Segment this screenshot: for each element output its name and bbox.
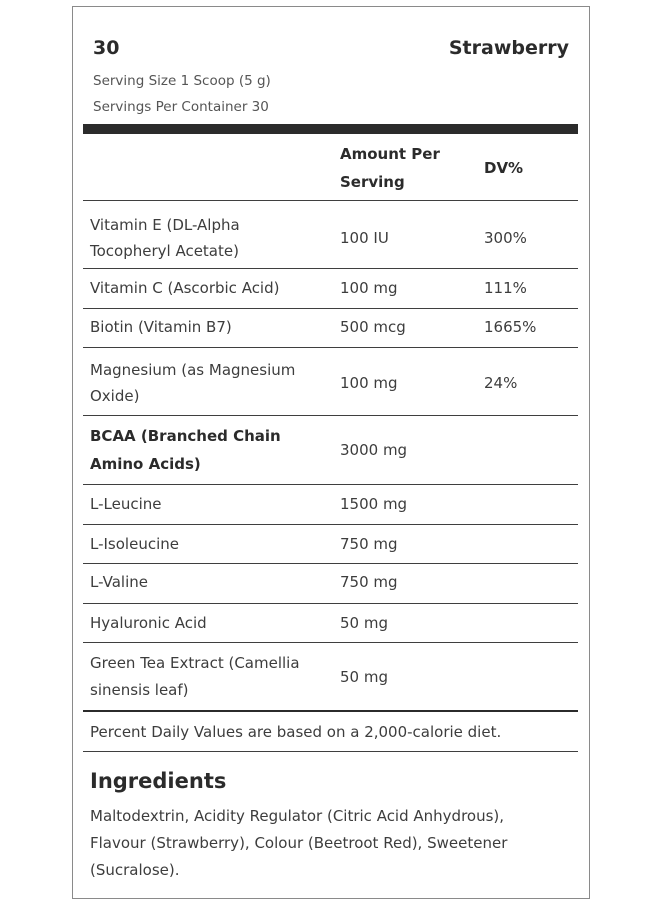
nutrient-amount: 50 mg — [340, 614, 388, 632]
daily-value-footnote: Percent Daily Values are based on a 2,000-calorie diet. — [90, 723, 502, 741]
nutrient-amount: 3000 mg — [340, 441, 408, 459]
nutrient-amount: 750 mg — [340, 573, 398, 591]
nutrition-label — [72, 6, 590, 899]
row-divider — [83, 347, 578, 348]
nutrient-name-cont: sinensis leaf) — [90, 681, 189, 699]
nutrient-name: L-Isoleucine — [90, 535, 179, 553]
servings-count: 30 — [93, 37, 120, 59]
ingredients-line: (Sucralose). — [90, 861, 180, 879]
row-divider — [83, 415, 578, 416]
row-divider — [83, 563, 578, 564]
nutrient-amount: 750 mg — [340, 535, 398, 553]
nutrient-amount: 1500 mg — [340, 495, 408, 513]
nutrient-amount: 100 mg — [340, 374, 398, 392]
nutrient-name: BCAA (Branched Chain — [90, 427, 281, 445]
nutrient-name: Biotin (Vitamin B7) — [90, 318, 232, 336]
nutrient-name: Green Tea Extract (Camellia — [90, 654, 300, 672]
nutrient-name: L-Leucine — [90, 495, 162, 513]
nutrient-dv: 1665% — [484, 318, 537, 336]
servings-per-container: Servings Per Container 30 — [93, 99, 269, 115]
label-header — [93, 37, 569, 67]
nutrient-name-cont: Amino Acids) — [90, 455, 201, 473]
col-dv-header: DV% — [484, 159, 524, 177]
ingredients-line: Maltodextrin, Acidity Regulator (Citric Acid Anhydrous), — [90, 807, 505, 825]
nutrient-amount: 100 mg — [340, 279, 398, 297]
nutrient-name: Magnesium (as Magnesium — [90, 361, 296, 379]
nutrient-name: Vitamin E (DL-Alpha — [90, 216, 240, 234]
row-divider — [83, 484, 578, 485]
ingredients-title: Ingredients — [90, 769, 227, 793]
nutrient-name: L-Valine — [90, 573, 148, 591]
nutrient-amount: 50 mg — [340, 668, 388, 686]
serving-size: Serving Size 1 Scoop (5 g) — [93, 73, 271, 89]
ingredients-line: Flavour (Strawberry), Colour (Beetroot Red), Sweetener — [90, 834, 508, 852]
nutrient-dv: 111% — [484, 279, 527, 297]
nutrient-dv: 24% — [484, 374, 518, 392]
nutrient-amount: 100 IU — [340, 229, 389, 247]
nutrient-amount: 500 mcg — [340, 318, 406, 336]
row-divider — [83, 200, 578, 201]
nutrient-name: Hyaluronic Acid — [90, 614, 207, 632]
row-divider — [83, 603, 578, 604]
nutrient-name: Vitamin C (Ascorbic Acid) — [90, 279, 280, 297]
nutrient-name-cont: Oxide) — [90, 387, 140, 405]
ingredients-list — [90, 803, 560, 884]
row-divider — [83, 268, 578, 269]
row-divider — [83, 524, 578, 525]
row-divider — [83, 751, 578, 752]
col-amount-header-line2: Serving — [340, 173, 405, 191]
row-divider — [83, 308, 578, 309]
header-divider-bar — [83, 124, 578, 134]
nutrient-name-cont: Tocopheryl Acetate) — [90, 242, 239, 260]
col-amount-header-line1: Amount Per — [340, 145, 440, 163]
row-divider — [83, 642, 578, 643]
nutrient-dv: 300% — [484, 229, 527, 247]
table-bottom-divider — [83, 710, 578, 712]
flavour-name: Strawberry — [448, 37, 569, 59]
